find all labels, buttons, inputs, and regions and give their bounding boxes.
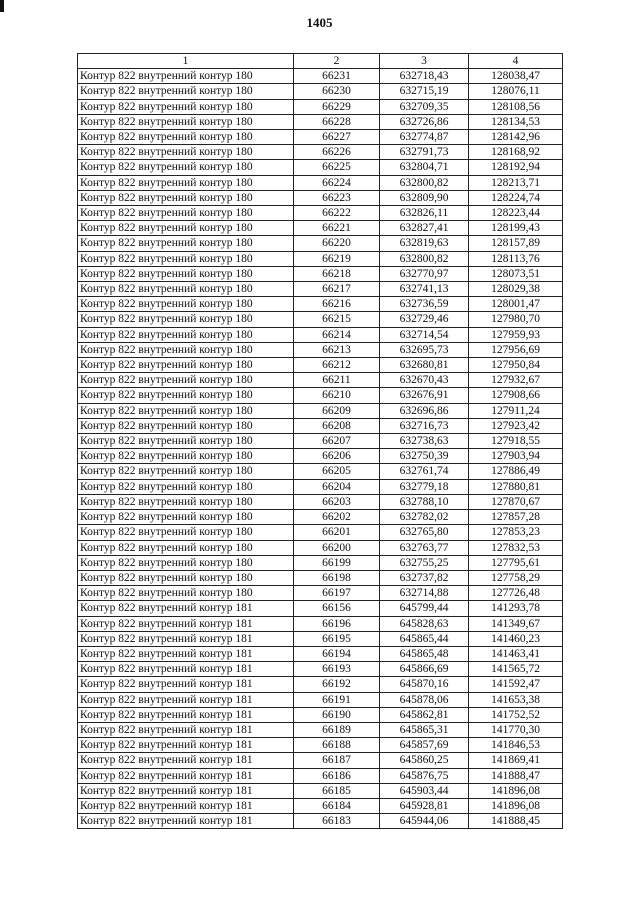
point-number-cell: 66205 (294, 464, 380, 479)
x-coordinate-cell: 645862,81 (380, 707, 469, 722)
contour-name-cell: Контур 822 внутренний контур 181 (78, 814, 294, 829)
contour-name-cell: Контур 822 внутренний контур 180 (78, 342, 294, 357)
x-coordinate-cell: 645865,48 (380, 646, 469, 661)
table-row (78, 358, 563, 373)
x-coordinate-cell: 632715,19 (380, 84, 469, 99)
table-row (78, 342, 563, 357)
y-coordinate-cell: 128029,38 (469, 282, 563, 297)
x-coordinate-cell: 632782,02 (380, 510, 469, 525)
x-coordinate-cell: 632765,80 (380, 525, 469, 540)
y-coordinate-cell: 128108,56 (469, 99, 563, 114)
x-coordinate-cell: 632718,43 (380, 69, 469, 84)
table-row (78, 114, 563, 129)
y-coordinate-cell: 127870,67 (469, 494, 563, 509)
contour-name-cell: Контур 822 внутренний контур 181 (78, 753, 294, 768)
point-number-cell: 66231 (294, 69, 380, 84)
y-coordinate-cell: 141565,72 (469, 662, 563, 677)
table-row (78, 783, 563, 798)
contour-name-cell: Контур 822 внутренний контур 180 (78, 282, 294, 297)
x-coordinate-cell: 632714,54 (380, 327, 469, 342)
y-coordinate-cell: 128213,71 (469, 175, 563, 190)
contour-name-cell: Контур 822 внутренний контур 180 (78, 586, 294, 601)
contour-name-cell: Контур 822 внутренний контур 181 (78, 798, 294, 813)
x-coordinate-cell: 632755,25 (380, 555, 469, 570)
table-row (78, 282, 563, 297)
x-coordinate-cell: 632741,13 (380, 282, 469, 297)
contour-name-cell: Контур 822 внутренний контур 180 (78, 206, 294, 221)
x-coordinate-cell: 645860,25 (380, 753, 469, 768)
y-coordinate-cell: 128199,43 (469, 221, 563, 236)
y-coordinate-cell: 128001,47 (469, 297, 563, 312)
y-coordinate-cell: 127908,66 (469, 388, 563, 403)
table-row (78, 464, 563, 479)
contour-name-cell: Контур 822 внутренний контур 180 (78, 99, 294, 114)
table-row (78, 707, 563, 722)
point-number-cell: 66189 (294, 722, 380, 737)
table-row (78, 722, 563, 737)
table-row (78, 266, 563, 281)
x-coordinate-cell: 632826,11 (380, 206, 469, 221)
point-number-cell: 66209 (294, 403, 380, 418)
table-row (78, 753, 563, 768)
x-coordinate-cell: 645876,75 (380, 768, 469, 783)
point-number-cell: 66190 (294, 707, 380, 722)
contour-name-cell: Контур 822 внутренний контур 181 (78, 646, 294, 661)
y-coordinate-cell: 141846,53 (469, 738, 563, 753)
y-coordinate-cell: 141460,23 (469, 631, 563, 646)
x-coordinate-cell: 632736,59 (380, 297, 469, 312)
table-row (78, 175, 563, 190)
point-number-cell: 66226 (294, 145, 380, 160)
table-row (78, 160, 563, 175)
column-header-1: 1 (78, 54, 294, 69)
y-coordinate-cell: 127832,53 (469, 540, 563, 555)
x-coordinate-cell: 645865,31 (380, 722, 469, 737)
point-number-cell: 66196 (294, 616, 380, 631)
y-coordinate-cell: 128113,76 (469, 251, 563, 266)
x-coordinate-cell: 632770,97 (380, 266, 469, 281)
table-row (78, 479, 563, 494)
table-row (78, 540, 563, 555)
y-coordinate-cell: 141752,52 (469, 707, 563, 722)
table-body (78, 69, 563, 829)
x-coordinate-cell: 632809,90 (380, 190, 469, 205)
contour-name-cell: Контур 822 внутренний контур 180 (78, 449, 294, 464)
contour-name-cell: Контур 822 внутренний контур 180 (78, 175, 294, 190)
contour-name-cell: Контур 822 внутренний контур 180 (78, 145, 294, 160)
y-coordinate-cell: 128134,53 (469, 114, 563, 129)
contour-name-cell: Контур 822 внутренний контур 181 (78, 783, 294, 798)
point-number-cell: 66185 (294, 783, 380, 798)
y-coordinate-cell: 127959,93 (469, 327, 563, 342)
table-row (78, 418, 563, 433)
contour-name-cell: Контур 822 внутренний контур 180 (78, 464, 294, 479)
contour-name-cell: Контур 822 внутренний контур 180 (78, 84, 294, 99)
table-row (78, 99, 563, 114)
y-coordinate-cell: 141770,30 (469, 722, 563, 737)
x-coordinate-cell: 632714,88 (380, 586, 469, 601)
table-row (78, 373, 563, 388)
x-coordinate-cell: 632670,43 (380, 373, 469, 388)
y-coordinate-cell: 128038,47 (469, 69, 563, 84)
x-coordinate-cell: 632750,39 (380, 449, 469, 464)
y-coordinate-cell: 128073,51 (469, 266, 563, 281)
table-row (78, 586, 563, 601)
x-coordinate-cell: 632774,87 (380, 130, 469, 145)
y-coordinate-cell: 127980,70 (469, 312, 563, 327)
x-coordinate-cell: 632804,71 (380, 160, 469, 175)
point-number-cell: 66217 (294, 282, 380, 297)
table-row (78, 84, 563, 99)
x-coordinate-cell: 632788,10 (380, 494, 469, 509)
page-number: 1405 (306, 15, 333, 30)
x-coordinate-cell: 645928,81 (380, 798, 469, 813)
y-coordinate-cell: 127726,48 (469, 586, 563, 601)
contour-name-cell: Контур 822 внутренний контур 181 (78, 616, 294, 631)
x-coordinate-cell: 632791,73 (380, 145, 469, 160)
point-number-cell: 66193 (294, 662, 380, 677)
table-row (78, 145, 563, 160)
contour-name-cell: Контур 822 внутренний контур 180 (78, 388, 294, 403)
point-number-cell: 66192 (294, 677, 380, 692)
y-coordinate-cell: 128168,92 (469, 145, 563, 160)
table-row (78, 312, 563, 327)
table-row (78, 646, 563, 661)
coordinates-table (77, 53, 563, 829)
contour-name-cell: Контур 822 внутренний контур 180 (78, 540, 294, 555)
contour-name-cell: Контур 822 внутренний контур 181 (78, 677, 294, 692)
contour-name-cell: Контур 822 внутренний контур 180 (78, 403, 294, 418)
x-coordinate-cell: 632696,86 (380, 403, 469, 418)
point-number-cell: 66225 (294, 160, 380, 175)
x-coordinate-cell: 632709,35 (380, 99, 469, 114)
point-number-cell: 66224 (294, 175, 380, 190)
contour-name-cell: Контур 822 внутренний контур 180 (78, 479, 294, 494)
point-number-cell: 66198 (294, 570, 380, 585)
point-number-cell: 66207 (294, 434, 380, 449)
contour-name-cell: Контур 822 внутренний контур 180 (78, 160, 294, 175)
y-coordinate-cell: 141293,78 (469, 601, 563, 616)
contour-name-cell: Контур 822 внутренний контур 180 (78, 373, 294, 388)
table-row (78, 738, 563, 753)
x-coordinate-cell: 632676,91 (380, 388, 469, 403)
x-coordinate-cell: 632729,46 (380, 312, 469, 327)
x-coordinate-cell: 645866,69 (380, 662, 469, 677)
point-number-cell: 66206 (294, 449, 380, 464)
y-coordinate-cell: 127918,55 (469, 434, 563, 449)
table-row (78, 434, 563, 449)
y-coordinate-cell: 127903,94 (469, 449, 563, 464)
point-number-cell: 66215 (294, 312, 380, 327)
y-coordinate-cell: 141896,08 (469, 783, 563, 798)
y-coordinate-cell: 128142,96 (469, 130, 563, 145)
y-coordinate-cell: 127795,61 (469, 555, 563, 570)
point-number-cell: 66203 (294, 494, 380, 509)
contour-name-cell: Контур 822 внутренний контур 180 (78, 221, 294, 236)
x-coordinate-cell: 632827,41 (380, 221, 469, 236)
point-number-cell: 66197 (294, 586, 380, 601)
contour-name-cell: Контур 822 внутренний контур 180 (78, 358, 294, 373)
contour-name-cell: Контур 822 внутренний контур 180 (78, 236, 294, 251)
point-number-cell: 66202 (294, 510, 380, 525)
y-coordinate-cell: 141592,47 (469, 677, 563, 692)
table-row (78, 251, 563, 266)
contour-name-cell: Контур 822 внутренний контур 180 (78, 510, 294, 525)
table-row (78, 692, 563, 707)
contour-name-cell: Контур 822 внутренний контур 180 (78, 297, 294, 312)
x-coordinate-cell: 632716,73 (380, 418, 469, 433)
y-coordinate-cell: 128192,94 (469, 160, 563, 175)
table-row (78, 388, 563, 403)
y-coordinate-cell: 127853,23 (469, 525, 563, 540)
contour-name-cell: Контур 822 внутренний контур 180 (78, 434, 294, 449)
point-number-cell: 66229 (294, 99, 380, 114)
y-coordinate-cell: 127758,29 (469, 570, 563, 585)
table-row (78, 327, 563, 342)
table-row (78, 297, 563, 312)
contour-name-cell: Контур 822 внутренний контур 180 (78, 130, 294, 145)
x-coordinate-cell: 645865,44 (380, 631, 469, 646)
contour-name-cell: Контур 822 внутренний контур 180 (78, 190, 294, 205)
table-row (78, 768, 563, 783)
table-row (78, 403, 563, 418)
x-coordinate-cell: 645799,44 (380, 601, 469, 616)
x-coordinate-cell: 632819,63 (380, 236, 469, 251)
contour-name-cell: Контур 822 внутренний контур 180 (78, 327, 294, 342)
x-coordinate-cell: 645870,16 (380, 677, 469, 692)
point-number-cell: 66201 (294, 525, 380, 540)
x-coordinate-cell: 645857,69 (380, 738, 469, 753)
y-coordinate-cell: 141888,45 (469, 814, 563, 829)
point-number-cell: 66183 (294, 814, 380, 829)
point-number-cell: 66220 (294, 236, 380, 251)
x-coordinate-cell: 632800,82 (380, 175, 469, 190)
point-number-cell: 66219 (294, 251, 380, 266)
contour-name-cell: Контур 822 внутренний контур 181 (78, 707, 294, 722)
point-number-cell: 66230 (294, 84, 380, 99)
contour-name-cell: Контур 822 внутренний контур 180 (78, 312, 294, 327)
point-number-cell: 66204 (294, 479, 380, 494)
contour-name-cell: Контур 822 внутренний контур 180 (78, 251, 294, 266)
point-number-cell: 66221 (294, 221, 380, 236)
point-number-cell: 66200 (294, 540, 380, 555)
point-number-cell: 66191 (294, 692, 380, 707)
x-coordinate-cell: 632695,73 (380, 342, 469, 357)
table-row (78, 798, 563, 813)
point-number-cell: 66195 (294, 631, 380, 646)
y-coordinate-cell: 127880,81 (469, 479, 563, 494)
x-coordinate-cell: 632680,81 (380, 358, 469, 373)
y-coordinate-cell: 127923,42 (469, 418, 563, 433)
point-number-cell: 66208 (294, 418, 380, 433)
point-number-cell: 66186 (294, 768, 380, 783)
point-number-cell: 66199 (294, 555, 380, 570)
contour-name-cell: Контур 822 внутренний контур 181 (78, 738, 294, 753)
point-number-cell: 66228 (294, 114, 380, 129)
contour-name-cell: Контур 822 внутренний контур 180 (78, 418, 294, 433)
point-number-cell: 66223 (294, 190, 380, 205)
y-coordinate-cell: 128076,11 (469, 84, 563, 99)
point-number-cell: 66211 (294, 373, 380, 388)
y-coordinate-cell: 127956,69 (469, 342, 563, 357)
contour-name-cell: Контур 822 внутренний контур 180 (78, 266, 294, 281)
x-coordinate-cell: 632726,86 (380, 114, 469, 129)
column-header-4: 4 (469, 54, 563, 69)
contour-name-cell: Контур 822 внутренний контур 180 (78, 525, 294, 540)
x-coordinate-cell: 632779,18 (380, 479, 469, 494)
y-coordinate-cell: 128224,74 (469, 190, 563, 205)
table-row (78, 677, 563, 692)
point-number-cell: 66156 (294, 601, 380, 616)
point-number-cell: 66227 (294, 130, 380, 145)
y-coordinate-cell: 141888,47 (469, 768, 563, 783)
y-coordinate-cell: 141349,67 (469, 616, 563, 631)
column-header-3: 3 (380, 54, 469, 69)
point-number-cell: 66216 (294, 297, 380, 312)
point-number-cell: 66222 (294, 206, 380, 221)
point-number-cell: 66212 (294, 358, 380, 373)
y-coordinate-cell: 141653,38 (469, 692, 563, 707)
x-coordinate-cell: 645828,63 (380, 616, 469, 631)
point-number-cell: 66213 (294, 342, 380, 357)
x-coordinate-cell: 632738,63 (380, 434, 469, 449)
contour-name-cell: Контур 822 внутренний контур 181 (78, 601, 294, 616)
contour-name-cell: Контур 822 внутренний контур 180 (78, 114, 294, 129)
x-coordinate-cell: 632761,74 (380, 464, 469, 479)
contour-name-cell: Контур 822 внутренний контур 181 (78, 692, 294, 707)
table-row (78, 221, 563, 236)
table-row (78, 631, 563, 646)
contour-name-cell: Контур 822 внутренний контур 180 (78, 69, 294, 84)
x-coordinate-cell: 632800,82 (380, 251, 469, 266)
point-number-cell: 66187 (294, 753, 380, 768)
y-coordinate-cell: 127911,24 (469, 403, 563, 418)
y-coordinate-cell: 127950,84 (469, 358, 563, 373)
y-coordinate-cell: 141463,41 (469, 646, 563, 661)
contour-name-cell: Контур 822 внутренний контур 181 (78, 722, 294, 737)
table-row (78, 130, 563, 145)
contour-name-cell: Контур 822 внутренний контур 181 (78, 631, 294, 646)
table-row (78, 601, 563, 616)
contour-name-cell: Контур 822 внутренний контур 180 (78, 494, 294, 509)
table-row (78, 814, 563, 829)
table-row (78, 69, 563, 84)
x-coordinate-cell: 632763,77 (380, 540, 469, 555)
y-coordinate-cell: 141896,08 (469, 798, 563, 813)
point-number-cell: 66210 (294, 388, 380, 403)
point-number-cell: 66188 (294, 738, 380, 753)
table-row (78, 206, 563, 221)
y-coordinate-cell: 128223,44 (469, 206, 563, 221)
point-number-cell: 66194 (294, 646, 380, 661)
table-row (78, 570, 563, 585)
point-number-cell: 66218 (294, 266, 380, 281)
table-row (78, 236, 563, 251)
x-coordinate-cell: 645878,06 (380, 692, 469, 707)
contour-name-cell: Контур 822 внутренний контур 181 (78, 768, 294, 783)
y-coordinate-cell: 127857,28 (469, 510, 563, 525)
table-row (78, 449, 563, 464)
table-row (78, 510, 563, 525)
contour-name-cell: Контур 822 внутренний контур 180 (78, 555, 294, 570)
table-row (78, 662, 563, 677)
y-coordinate-cell: 141869,41 (469, 753, 563, 768)
x-coordinate-cell: 645944,06 (380, 814, 469, 829)
contour-name-cell: Контур 822 внутренний контур 181 (78, 662, 294, 677)
table-row (78, 494, 563, 509)
point-number-cell: 66184 (294, 798, 380, 813)
y-coordinate-cell: 127932,67 (469, 373, 563, 388)
point-number-cell: 66214 (294, 327, 380, 342)
y-coordinate-cell: 128157,89 (469, 236, 563, 251)
table-row (78, 616, 563, 631)
scan-corner-mark (0, 0, 4, 12)
y-coordinate-cell: 127886,49 (469, 464, 563, 479)
column-header-2: 2 (294, 54, 380, 69)
table-row (78, 555, 563, 570)
table-row (78, 525, 563, 540)
table-row (78, 190, 563, 205)
contour-name-cell: Контур 822 внутренний контур 180 (78, 570, 294, 585)
x-coordinate-cell: 632737,82 (380, 570, 469, 585)
table-header-row (78, 54, 563, 69)
x-coordinate-cell: 645903,44 (380, 783, 469, 798)
